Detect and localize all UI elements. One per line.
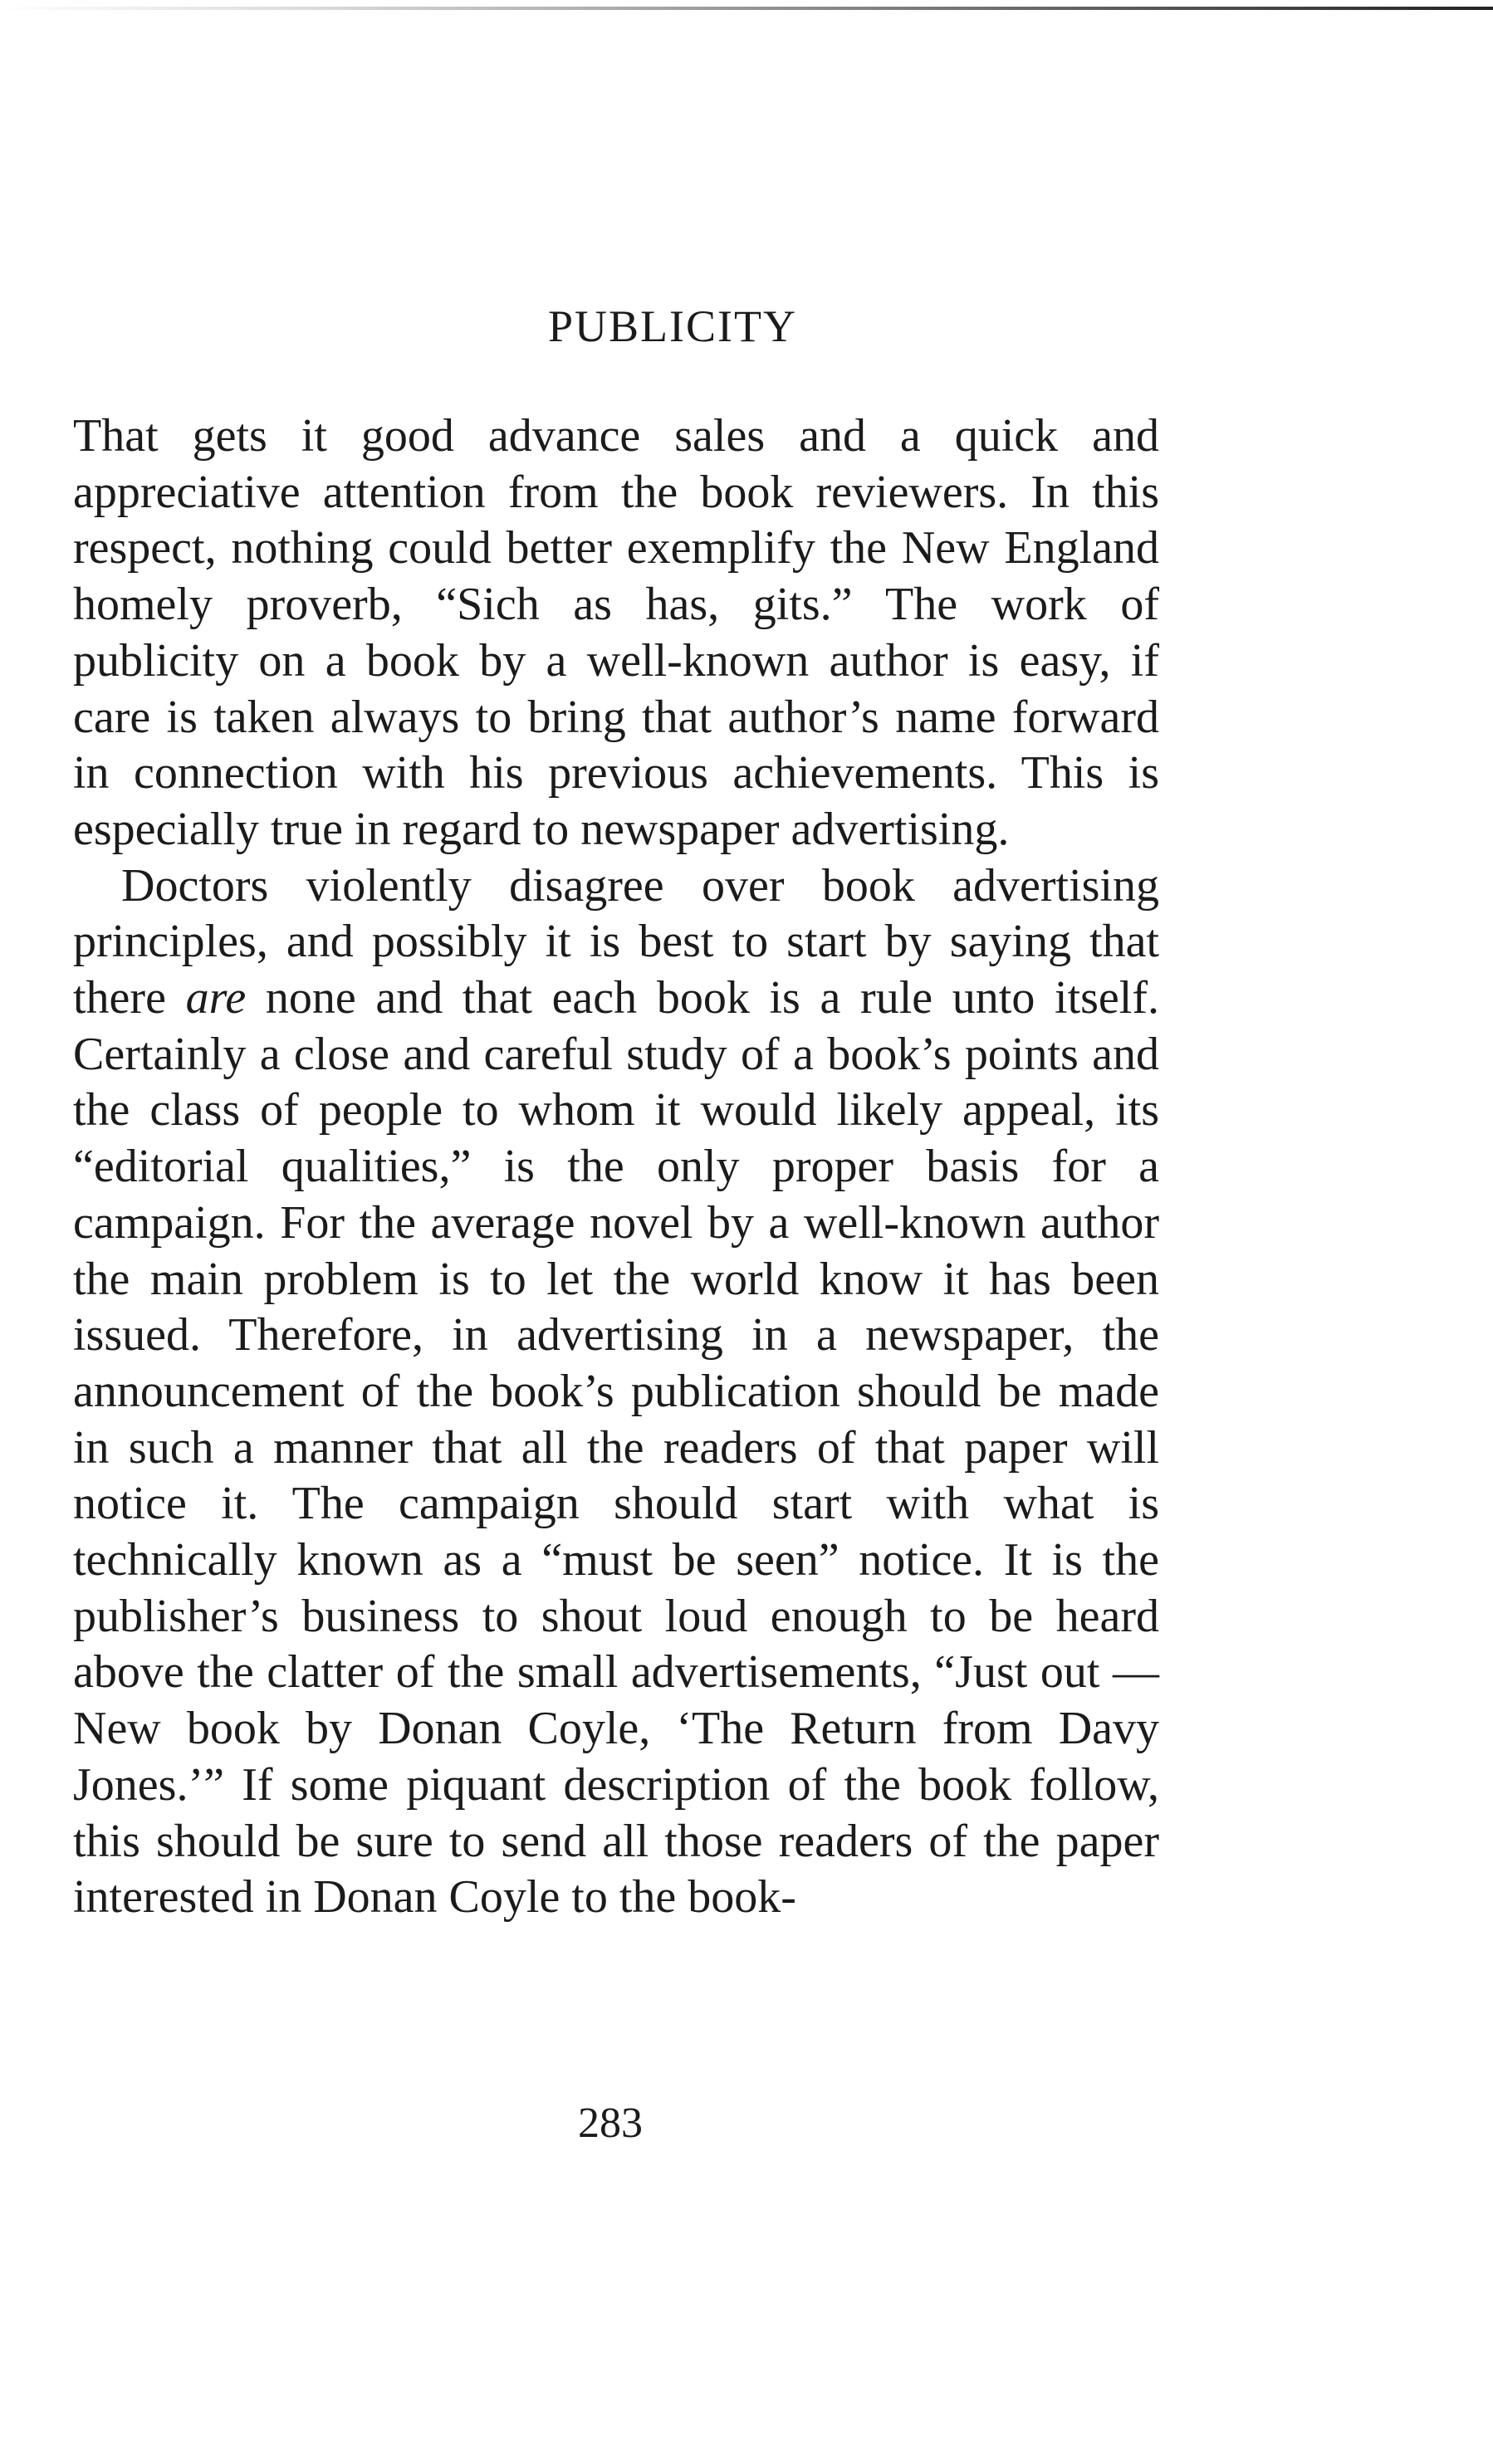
running-head: PUBLICITY [548,301,797,351]
paragraph-2-text-before-emphasis: Doctors violently disagree over book advertising principles, and possibly it is best to start by saying that there [73,859,1159,1024]
paragraph-2 [73,858,1159,1926]
paragraph-1: That gets it good advance sales and a quick and appreciative attention from the book reviewers. In this respect, nothing could better exemplify the New England homely proverb, “Sich as has, gits.” The work of publicity on a book by a well-known author is easy, if care is taken always to bring that author’s name forward in connection with his previous achievements. This is especially true in regard to newspaper advertising. [73,410,1159,855]
top-edge-rule [0,7,1493,10]
page-number: 283 [578,2100,643,2147]
body-text [73,408,1159,1926]
paragraph-2-text-after-emphasis: none and that each book is a rule unto itself. Certainly a close and careful study of a book’s points and the class of people to whom it would likely appeal, its “editorial qualities,” is the only proper basis for a campaign. For the average novel by a well-known author the main problem is to let the world know it has been issued. Therefore, in advertising in a newspaper, the announcement of the book’s publication should be made in such a manner that all the readers of that paper will notice it. The campaign should start with what is technically known as a “must be seen” notice. It is the publisher’s business to shout loud enough to be heard above the clatter of the small advertisements, “Just out — New book by Donan Coyle, ‘The Return from Davy Jones.’” If some piquant description of the book follow, this should be sure to send all those readers of the paper interested in Donan Coyle to the book- [73,972,1159,1924]
emphasized-word: are [185,972,247,1024]
